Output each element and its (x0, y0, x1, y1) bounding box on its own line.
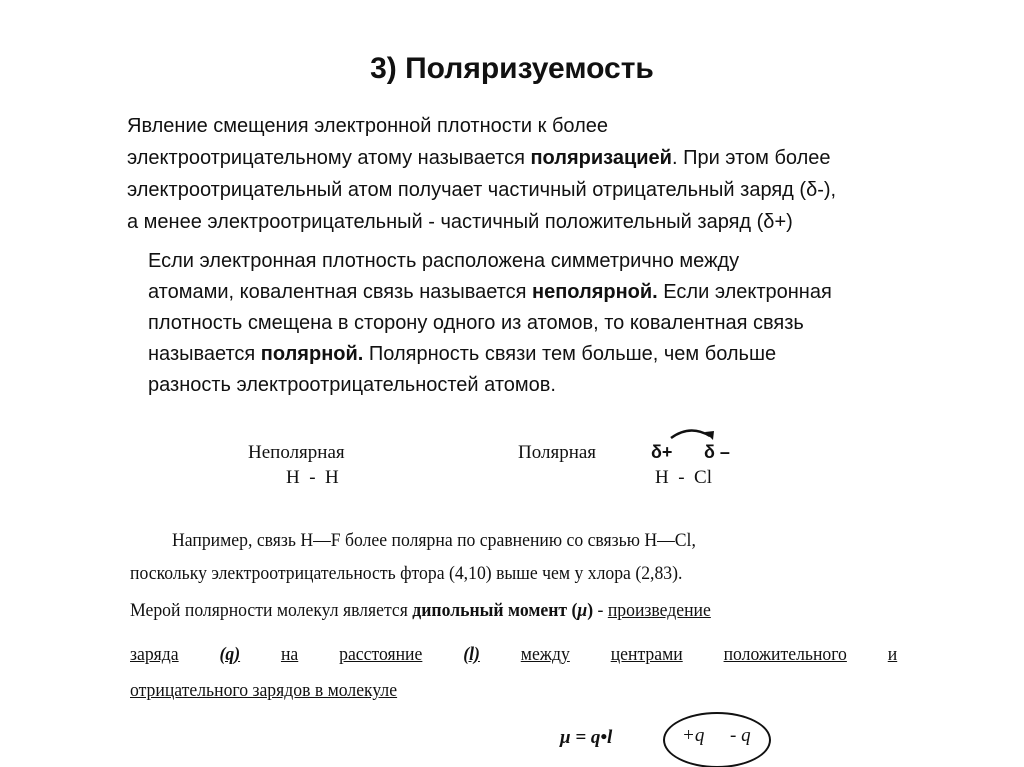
text: Мерой полярности молекул является (130, 600, 413, 621)
text: Полярность связи тем больше, чем больше (363, 343, 777, 365)
text: а менее электроотрицательный - частичный положительный заряд (δ+) (127, 211, 793, 233)
para1-line (127, 115, 608, 138)
text: - (593, 600, 608, 621)
example-line: Например, связь H—F более полярна по сравнению со связью H—Cl, (172, 530, 696, 551)
dipole-ellipse (663, 712, 771, 767)
word: заряда (130, 644, 179, 665)
para2-line (148, 343, 776, 366)
text: . При этом более (671, 147, 831, 169)
para1-line (127, 179, 836, 202)
delta-plus: δ+ (651, 442, 673, 462)
text: атомами, ковалентная связь называется (148, 281, 532, 303)
example-line: отрицательного зарядов в молекуле (130, 680, 398, 701)
para2-line (148, 374, 556, 397)
text: Если электронная (657, 281, 832, 303)
example-line (130, 600, 711, 622)
para1-line (127, 147, 831, 170)
polar-formula: H - Cl (655, 467, 712, 488)
word: (q) (219, 644, 241, 665)
delta-minus: δ – (704, 442, 730, 462)
electron-shift-arrow-icon (668, 424, 718, 446)
mu-symbol: μ (577, 600, 588, 621)
para2-line (148, 250, 739, 273)
plus-q: +q (682, 725, 705, 746)
word: между (520, 644, 570, 665)
para2-line (148, 281, 832, 304)
text: ) (587, 600, 594, 621)
minus-q: - q (730, 725, 751, 746)
text: называется (148, 343, 261, 365)
text: электроотрицательному атому называется (127, 147, 531, 169)
word: расстояние (339, 644, 423, 665)
polar-label: Полярная (518, 442, 597, 463)
text: разность электроотрицательностей атомов. (148, 374, 556, 396)
word: на (280, 644, 299, 665)
slide-title: 3) Поляризуемость (370, 52, 654, 85)
para2-line (148, 312, 804, 335)
word: и (887, 644, 898, 665)
word: положительного (723, 644, 847, 665)
term-dipole: дипольный момент ( (412, 600, 578, 621)
word: центрами (610, 644, 683, 665)
example-line: поскольку электроотрицательность фтора (4,10) выше чем у хлора (2,83). (130, 563, 683, 584)
para1-line (127, 211, 793, 234)
text: Если электронная плотность расположена симметрично между (148, 250, 740, 272)
term-polarization: поляризацией (530, 147, 672, 169)
text: произведение (607, 600, 711, 621)
text: электроотрицательный атом получает частичный отрицательный заряд (δ-), (127, 179, 837, 201)
example-line (130, 644, 897, 666)
nonpolar-label: Неполярная (248, 442, 345, 463)
term-nonpolar: неполярной. (532, 281, 658, 303)
text: Явление смещения электронной плотности к более (127, 115, 608, 137)
term-polar: полярной. (260, 343, 364, 365)
nonpolar-formula: H - H (286, 467, 339, 488)
dipole-formula: μ = q•l (560, 727, 613, 748)
word: (l) (463, 644, 480, 665)
text: плотность смещена в сторону одного из атомов, то ковалентная связь (148, 312, 804, 334)
